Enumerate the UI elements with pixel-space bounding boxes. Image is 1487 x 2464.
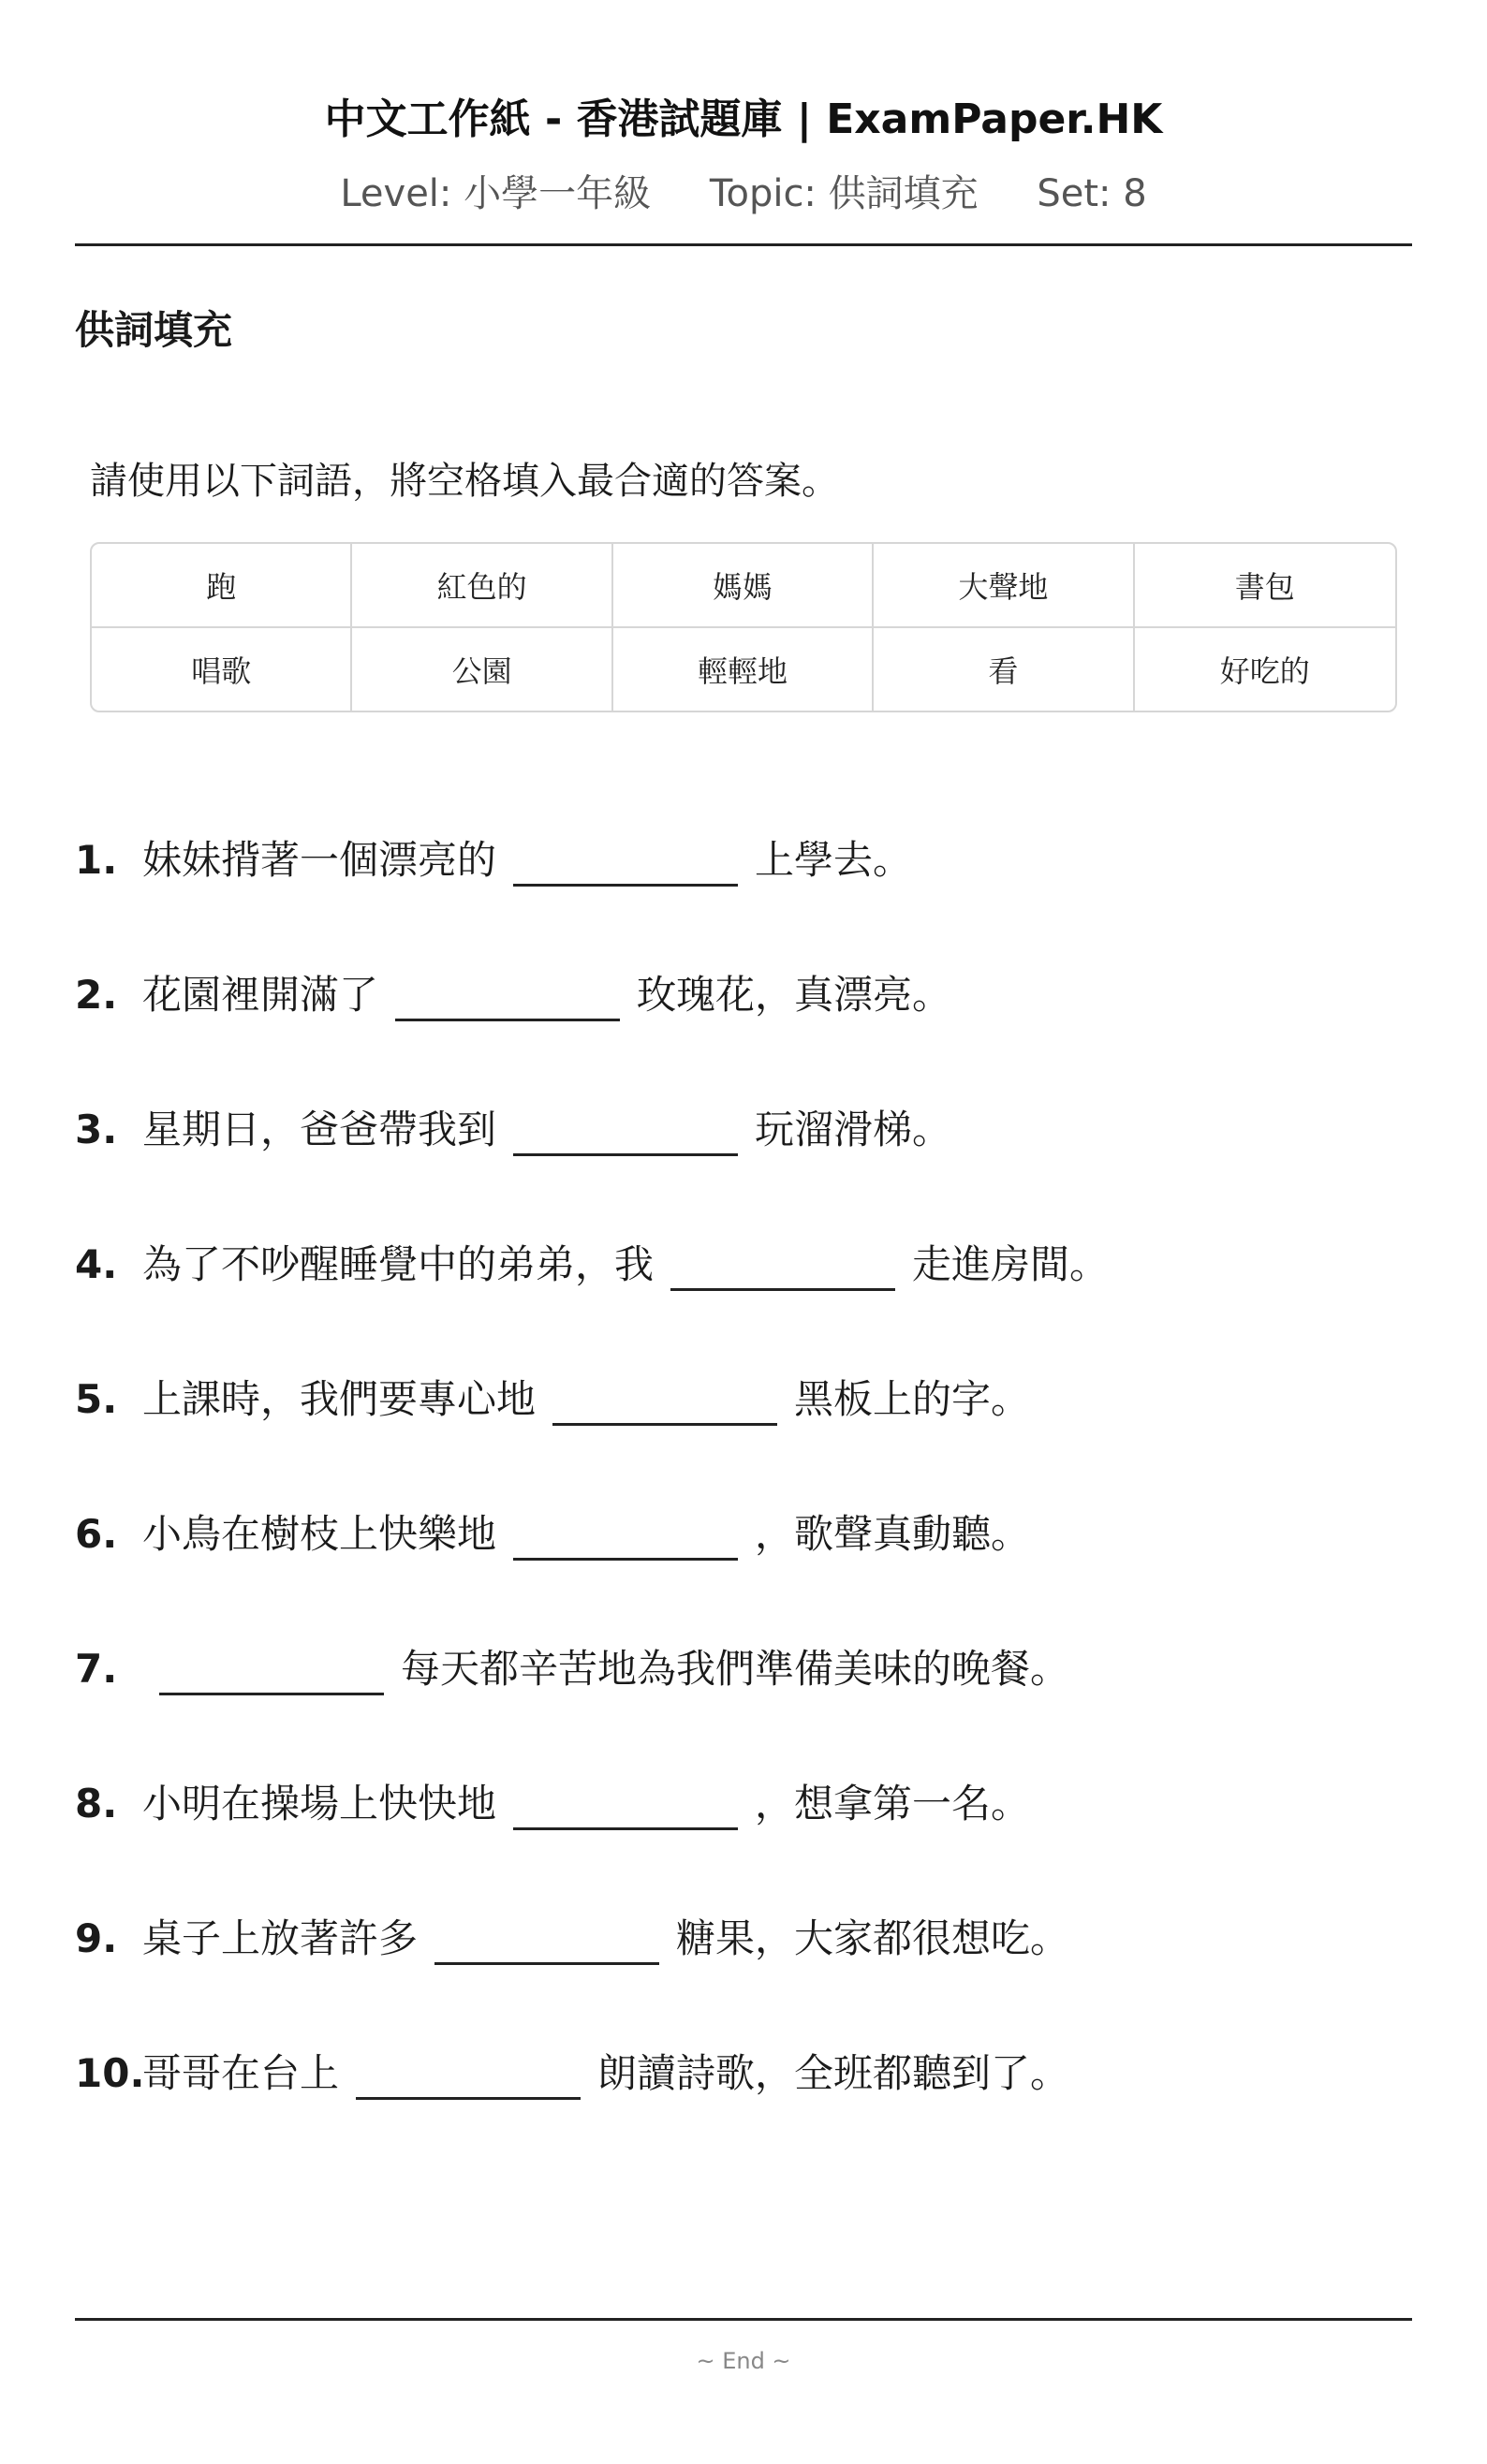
question-text-before: 上課時，我們要專心地: [142, 1376, 537, 1422]
question-number: 8.: [75, 1781, 118, 1826]
question-item: [75, 943, 1412, 1021]
question-text-before: 為了不吵醒睡覺中的弟弟，我: [142, 1241, 655, 1287]
question-text-after: 朗讀詩歌，全班都聽到了。: [597, 2050, 1070, 2096]
question-text-after: 走進房間。: [912, 1241, 1110, 1287]
word-bank-cell: 媽媽: [613, 544, 874, 628]
answer-blank[interactable]: [670, 1232, 895, 1291]
answer-blank[interactable]: [356, 2041, 581, 2100]
worksheet-page: [75, 0, 1412, 2464]
word-bank-table: [90, 542, 1397, 712]
word-bank-cell: 唱歌: [92, 628, 352, 711]
question-text-after: 每天都辛苦地為我們準備美味的晚餐。: [401, 1646, 1070, 1692]
set-label: Set: 8: [1037, 172, 1147, 215]
question-item: [75, 1482, 1412, 1561]
question-list: [75, 808, 1412, 2100]
word-bank-cell: 書包: [1135, 544, 1395, 628]
worksheet-title: 中文工作紙 - 香港試題庫 | ExamPaper.HK: [324, 95, 1163, 143]
word-bank-row: [92, 544, 1395, 628]
answer-blank[interactable]: [395, 962, 620, 1021]
question-text-after: 黑板上的字。: [794, 1376, 1031, 1422]
question-text-after: ，想拿第一名。: [755, 1781, 1031, 1826]
question-number: 1.: [75, 837, 118, 883]
word-bank-cell: 跑: [92, 544, 352, 628]
instruction-text: 請使用以下詞語，將空格填入最合適的答案。: [90, 460, 839, 503]
question-text-after: 玩溜滑梯。: [755, 1107, 952, 1152]
question-text-before: 桌子上放著許多: [142, 1915, 419, 1961]
section-title: 供詞填充: [75, 307, 233, 353]
question-number: 9.: [75, 1915, 118, 1961]
question-item: [75, 1752, 1412, 1830]
question-number: 3.: [75, 1107, 118, 1152]
word-bank-cell: 大聲地: [874, 544, 1134, 628]
word-bank-row: [92, 628, 1395, 711]
question-number: 10.: [75, 2050, 145, 2096]
footer-divider: [75, 2318, 1412, 2321]
question-text-before: 小鳥在樹枝上快樂地: [142, 1511, 497, 1557]
question-item: [75, 2021, 1412, 2100]
question-text-before: 小明在操場上快快地: [142, 1781, 497, 1826]
word-bank-cell: 好吃的: [1219, 653, 1310, 689]
question-number: 5.: [75, 1376, 118, 1422]
word-bank-cell: 輕輕地: [613, 628, 874, 711]
worksheet-meta: [75, 169, 1412, 219]
question-item: [75, 1212, 1412, 1291]
question-number: 4.: [75, 1241, 118, 1287]
question-text-after: 玫瑰花，真漂亮。: [637, 972, 952, 1018]
topic-label: Topic: 供詞填充: [709, 172, 979, 215]
answer-blank[interactable]: [552, 1367, 777, 1426]
question-number: 7.: [75, 1646, 118, 1692]
level-label: Level: 小學一年級: [340, 172, 652, 215]
question-item: [75, 1078, 1412, 1156]
question-text-before: 哥哥在台上: [142, 2050, 340, 2096]
question-text-before: 星期日，爸爸帶我到: [142, 1107, 497, 1152]
header-divider: [75, 243, 1412, 246]
question-item: [75, 808, 1412, 887]
answer-blank[interactable]: [434, 1906, 659, 1965]
question-item: [75, 1886, 1412, 1965]
answer-blank[interactable]: [513, 1502, 738, 1561]
question-text-after: ，歌聲真動聽。: [755, 1511, 1031, 1557]
question-text-after: 糖果，大家都很想吃。: [676, 1915, 1070, 1961]
question-text-after: 上學去。: [755, 837, 913, 883]
word-bank-cell: 看: [874, 628, 1134, 711]
question-number: 6.: [75, 1511, 118, 1557]
question-number: 2.: [75, 972, 118, 1018]
question-item: [75, 1617, 1412, 1695]
word-bank-cell: 紅色的: [352, 544, 612, 628]
question-text-before: 妹妹揹著一個漂亮的: [142, 837, 497, 883]
end-marker: ~ End ~: [696, 2348, 791, 2374]
answer-blank[interactable]: [513, 1097, 738, 1156]
worksheet-header: [75, 0, 1412, 219]
word-bank-cell: 公園: [352, 628, 612, 711]
answer-blank[interactable]: [513, 1771, 738, 1830]
answer-blank[interactable]: [513, 828, 738, 887]
answer-blank[interactable]: [159, 1636, 384, 1695]
question-text-before: 花園裡開滿了: [142, 972, 379, 1018]
question-item: [75, 1347, 1412, 1426]
